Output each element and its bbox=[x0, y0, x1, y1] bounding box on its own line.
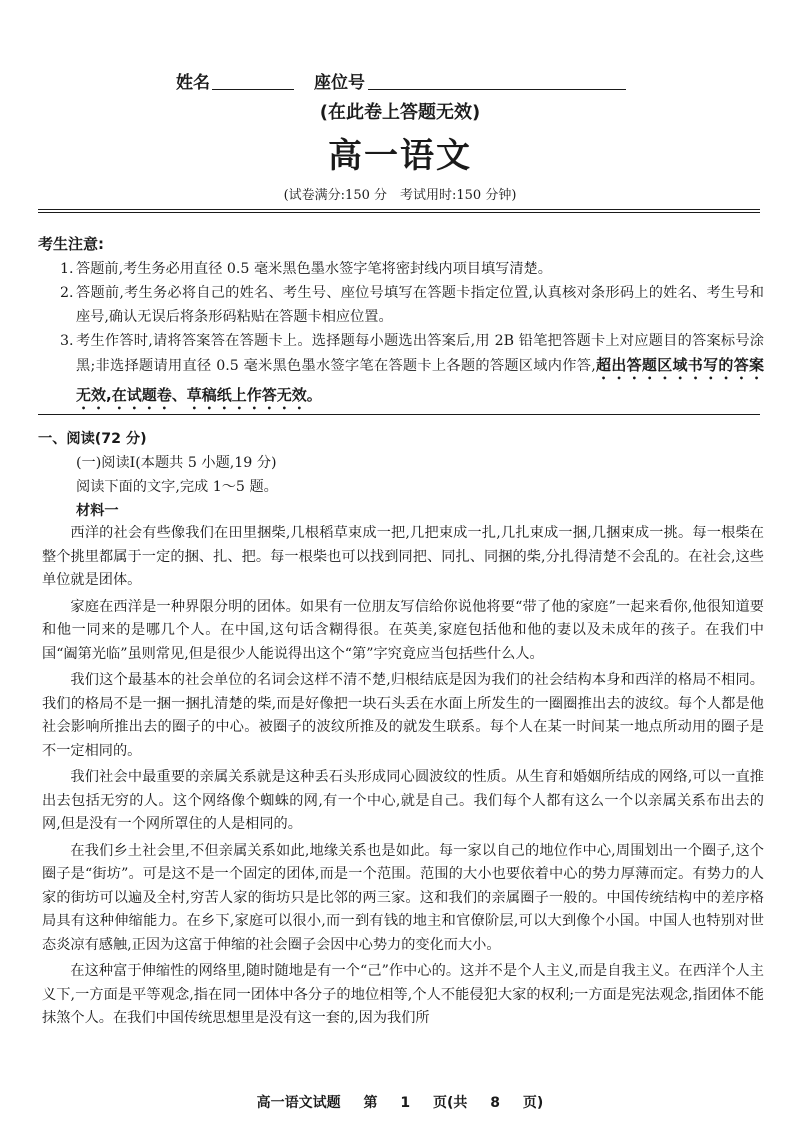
notice-number: 3. bbox=[60, 333, 74, 349]
notice-number: 1. bbox=[60, 261, 74, 277]
footer-page: 第 1 页(共 8 页) bbox=[363, 1095, 544, 1111]
candidate-info-line bbox=[0, 68, 800, 94]
divider-top bbox=[38, 209, 760, 210]
paragraph: 在我们乡土社会里,不但亲属关系如此,地缘关系也是如此。每一家以自己的地位作中心,周围划出一个圈子,这个圈子是“街坊”。可是这不是一个固定的团体,而是一个范围。范围的大小也要依着中心的势力厚薄而定。有势力的人家的街坊可以遍及全村,穷苦人家的街坊只是比邻的两三家。这和我们的亲属圈子一般的。中国传统结构中的差序格局具有这种伸缩能力。在乡下,家庭可以很小,而一到有钱的地主和官僚阶层,可以大到像个小国。中国人也特别对世态炎凉有感触,正因为这富于伸缩的社会圈子会因中心势力的变化而大小。 bbox=[42, 842, 764, 953]
notice-title: 考生注意: bbox=[38, 235, 104, 253]
seat-label: 座位号 bbox=[314, 73, 365, 93]
divider-bottom bbox=[38, 212, 760, 213]
notice-emphasis: 超出答题区域书写的答案无效,在试题卷、草稿纸上作答无效。 bbox=[76, 356, 764, 404]
notice-text: 答题前,考生务必将自己的姓名、考生号、座位号填写在答题卡指定位置,认真核对条形码上的姓名、考生号和座号,确认无误后将条形码粘贴在答题卡相应位置。 bbox=[76, 285, 764, 325]
notice-item bbox=[60, 257, 764, 281]
material-title: 材料一 bbox=[76, 503, 119, 519]
notice-text: 答题前,考生务必用直径 0.5 毫米黑色墨水签字笔将密封线内项目填写清楚。 bbox=[76, 261, 552, 277]
section-title: 一、阅读(72 分) bbox=[38, 431, 147, 447]
page-footer bbox=[0, 1092, 800, 1112]
paragraph: 我们社会中最重要的亲属关系就是这种丢石头形成同心圆波纹的性质。从生育和婚姻所结成的网络,可以一直推出去包括无穷的人。这个网络像个蜘蛛的网,有一个中心,就是自己。我们每个人都有这么一个以亲属关系布出去的网,但是没有一个网所罩住的人是相同的。 bbox=[42, 769, 764, 832]
name-label: 姓名 bbox=[176, 73, 210, 93]
notice-text: 考生作答时,请将答案答在答题卡上。选择题每小题选出答案后,用 2B 铅笔把答题卡上对应题目的答案标号涂黑;非选择题请用直径 0.5 毫米黑色墨水签字笔在答题卡上各题的答题区域内作答, bbox=[76, 333, 764, 374]
notice-item bbox=[60, 329, 764, 413]
paragraph: 在这种富于伸缩性的网络里,随时随地是有一个“己”作中心的。这并不是个人主义,而是自我主义。在西洋个人主义下,一方面是平等观念,指在同一团体中各分子的地位相等,个人不能侵犯大家的权利;一方面是宪法观念,指团体不能抹煞个人。在我们中国传统思想里是没有这一套的,因为我们所 bbox=[42, 963, 764, 1026]
name-blank bbox=[212, 89, 294, 90]
exam-info: (试卷满分:150 分 考试用时:150 分钟) bbox=[283, 188, 517, 203]
seat-blank bbox=[368, 89, 626, 90]
footer-subject: 高一语文试题 bbox=[256, 1095, 341, 1111]
paragraph: 我们这个最基本的社会单位的名词会这样不清不楚,归根结底是因为我们的社会结构本身和西洋的格局不相同。我们的格局不是一捆一捆扎清楚的柴,而是好像把一块石头丢在水面上所发生的一圈圈推出去的波纹。每个人都是他社会影响所推出去的圈子的中心。被圈子的波纹所推及的就发生联系。每个人在某一时间某一地点所动用的圈子是不一定相同的。 bbox=[42, 672, 764, 759]
paragraph: 家庭在西洋是一种界限分明的团体。如果有一位朋友写信给你说他将要“带了他的家庭”一起来看你,他很知道要和他一同来的是哪几个人。在中国,这句话含糊得很。在英美,家庭包括他和他的妻以及未成年的孩子。在我们中国“阖第光临”虽则常见,但是很少人能说得出这个“第”字究竟应当包括些什么人。 bbox=[42, 598, 764, 662]
instruction: 阅读下面的文字,完成 1～5 题。 bbox=[76, 479, 278, 495]
subsection-title: (一)阅读Ⅰ(本题共 5 小题,19 分) bbox=[76, 455, 277, 471]
notice-item bbox=[60, 281, 764, 329]
notice-number: 2. bbox=[60, 285, 74, 301]
invalid-note: (在此卷上答题无效) bbox=[319, 102, 481, 123]
section-divider bbox=[38, 414, 760, 415]
reading-passage bbox=[42, 522, 764, 1034]
paragraph: 西洋的社会有些像我们在田里捆柴,几根稻草束成一把,几把束成一扎,几扎束成一捆,几捆束成一挑。每一根柴在整个挑里都属于一定的捆、扎、把。每一根柴也可以找到同把、同扎、同捆的柴,分扎得清楚不会乱的。在社会,这些单位就是团体。 bbox=[42, 525, 764, 588]
page-title: 高一语文 bbox=[328, 136, 472, 176]
